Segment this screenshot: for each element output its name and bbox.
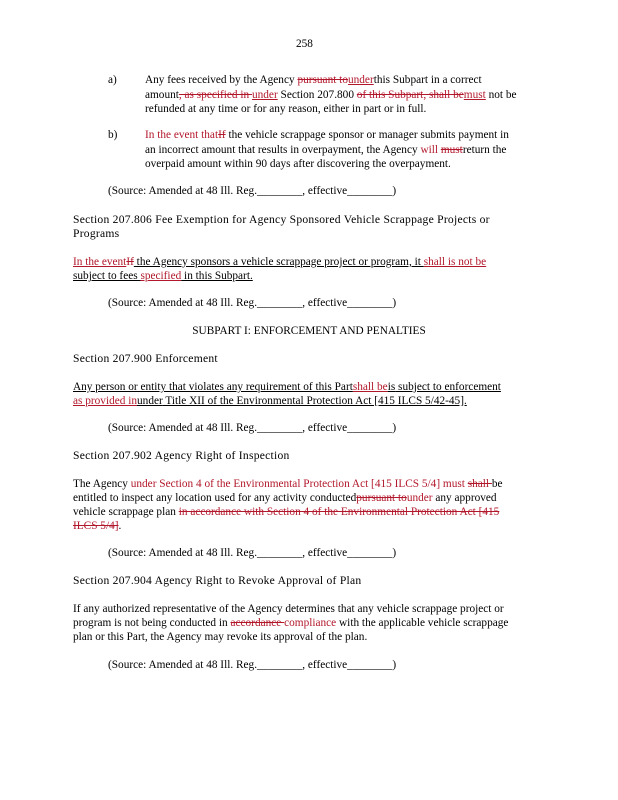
- section-902-line-1: [73, 477, 503, 491]
- deleted-text: shall is: [423, 256, 456, 268]
- section-206-806-title-line-1: Section 207.806 Fee Exemption for Agency Sponsored Vehicle Scrappage Projects or: [73, 213, 490, 226]
- item-b-line-3: overpaid amount within 90 days after discovering the overpayment.: [145, 158, 451, 170]
- source-suffix: ): [392, 422, 397, 434]
- section-806-line-1: [73, 255, 486, 269]
- deleted-text: , as specified in: [178, 89, 252, 101]
- inserted-text: under: [347, 74, 374, 86]
- inserted-text: will: [420, 144, 441, 156]
- source-prefix: (Source: Amended at 48 Ill. Reg.: [108, 547, 258, 559]
- inserted-text: In the event that: [145, 129, 219, 141]
- section-902-line-4: [73, 519, 121, 533]
- source-note: [108, 658, 396, 672]
- item-b-label: b): [108, 129, 118, 141]
- text-run: any approved: [432, 492, 497, 504]
- text-run: is: [387, 381, 396, 393]
- section-206-806-title-line-2: Programs: [73, 227, 120, 240]
- inserted-text: under: [406, 492, 433, 504]
- text-run: The Agency: [73, 478, 131, 490]
- source-suffix: ): [392, 297, 397, 309]
- deleted-text: If: [218, 129, 226, 141]
- blank-line: ________: [257, 185, 303, 197]
- text-run: an incorrect amount that results in overpayment, the Agency: [145, 144, 421, 156]
- text-run: with the applicable vehicle scrappage: [336, 617, 509, 629]
- blank-line: ________: [347, 547, 393, 559]
- section-902-title: Section 207.902 Agency Right of Inspection: [73, 449, 290, 462]
- deleted-text: pursuant to: [356, 492, 407, 504]
- item-b-line-1: [145, 128, 509, 142]
- blank-line: ________: [347, 297, 393, 309]
- text-run: .: [118, 520, 122, 532]
- deleted-text: ILCS 5/4]: [73, 520, 119, 532]
- text-run: be: [491, 478, 503, 490]
- section-902-line-3: [73, 505, 499, 519]
- inserted-text: shall be: [352, 381, 388, 393]
- inserted-text: In the event: [73, 256, 127, 268]
- section-900-line-2: [73, 394, 467, 408]
- source-prefix: (Source: Amended at 48 Ill. Reg.: [108, 659, 258, 671]
- source-effective: , effective: [302, 659, 348, 671]
- inserted-text: under: [251, 89, 278, 101]
- source-prefix: (Source: Amended at 48 Ill. Reg.: [108, 185, 258, 197]
- section-900-line-1: [73, 380, 501, 394]
- deleted-text: of this Subpart, shall be: [356, 89, 464, 101]
- text-run: the Agency sponsors a vehicle scrappage project or program, it: [133, 256, 424, 268]
- source-note: [108, 546, 396, 560]
- inserted-text: under Section 4 of the Environmental Protection Act [415 ILCS 5/4] must: [130, 478, 468, 490]
- source-effective: , effective: [302, 422, 348, 434]
- deleted-text: shall: [467, 478, 492, 490]
- blank-line: ________: [257, 422, 303, 434]
- blank-line: ________: [347, 422, 393, 434]
- source-effective: , effective: [302, 297, 348, 309]
- item-a-line-2: [145, 88, 517, 102]
- deleted-text: pursuant to: [297, 74, 348, 86]
- source-suffix: ): [392, 659, 397, 671]
- section-900-title: Section 207.900 Enforcement: [73, 352, 218, 365]
- deleted-text: accordance: [230, 617, 285, 629]
- source-note: [108, 296, 396, 310]
- section-904-line-2: [73, 616, 508, 630]
- blank-line: ________: [257, 547, 303, 559]
- source-suffix: ): [392, 547, 397, 559]
- deleted-text: must: [440, 144, 463, 156]
- text-run: subject to enforcement: [395, 381, 501, 393]
- deleted-text: in accordance with Section 4 of the Environmental Protection Act [415: [178, 506, 500, 518]
- text-run: not be: [455, 256, 487, 268]
- text-run: this Subpart in a correct: [373, 74, 482, 86]
- page-number: 258: [296, 38, 313, 50]
- section-806-line-2: [73, 269, 253, 283]
- text-run: amount: [145, 89, 179, 101]
- section-902-line-2: [73, 491, 497, 505]
- source-effective: , effective: [302, 185, 348, 197]
- text-run: subject to fees: [73, 270, 141, 282]
- source-note: [108, 184, 396, 198]
- blank-line: ________: [347, 185, 393, 197]
- item-a-label: a): [108, 74, 117, 86]
- section-904-line-1: If any authorized representative of the Agency determines that any vehicle scrappage project or: [73, 603, 504, 615]
- text-run: Any fees received by the Agency: [145, 74, 298, 86]
- item-b-line-2: [145, 143, 506, 157]
- blank-line: ________: [257, 659, 303, 671]
- text-run: vehicle scrappage plan: [73, 506, 179, 518]
- source-note: [108, 421, 396, 435]
- subpart-heading: SUBPART I: ENFORCEMENT AND PENALTIES: [192, 325, 426, 337]
- text-run: the vehicle scrappage sponsor or manager submits payment in: [225, 129, 509, 141]
- text-run: Title XII of the Environmental Protection Act [415 ILCS 5/42-45].: [162, 395, 467, 407]
- text-run: under: [137, 395, 163, 407]
- source-suffix: ): [392, 185, 397, 197]
- text-run: in this Subpart.: [181, 270, 253, 282]
- deleted-text: If: [126, 256, 134, 268]
- text-run: Section 207.800: [277, 89, 357, 101]
- source-prefix: (Source: Amended at 48 Ill. Reg.: [108, 297, 258, 309]
- blank-line: ________: [347, 659, 393, 671]
- source-prefix: (Source: Amended at 48 Ill. Reg.: [108, 422, 258, 434]
- section-904-title: Section 207.904 Agency Right to Revoke Approval of Plan: [73, 574, 362, 587]
- section-904-line-3: plan or this Part, the Agency may revoke its approval of the plan.: [73, 631, 368, 643]
- source-effective: , effective: [302, 547, 348, 559]
- blank-line: ________: [257, 297, 303, 309]
- text-run: not be: [485, 89, 517, 101]
- inserted-text: compliance: [284, 617, 337, 629]
- text-run: return the: [462, 144, 507, 156]
- text-run: program is not being conducted in: [73, 617, 231, 629]
- text-run: Any person or entity that violates any requirement of this Part: [73, 381, 353, 393]
- text-run: entitled to inspect any location used for any activity conducted: [73, 492, 357, 504]
- inserted-text: specified: [140, 270, 182, 282]
- inserted-text: must: [463, 89, 486, 101]
- inserted-text: as provided in: [73, 395, 138, 407]
- item-a-line-3: refunded at any time or for any reason, either in part or in full.: [145, 103, 427, 115]
- item-a-line-1: [145, 73, 482, 87]
